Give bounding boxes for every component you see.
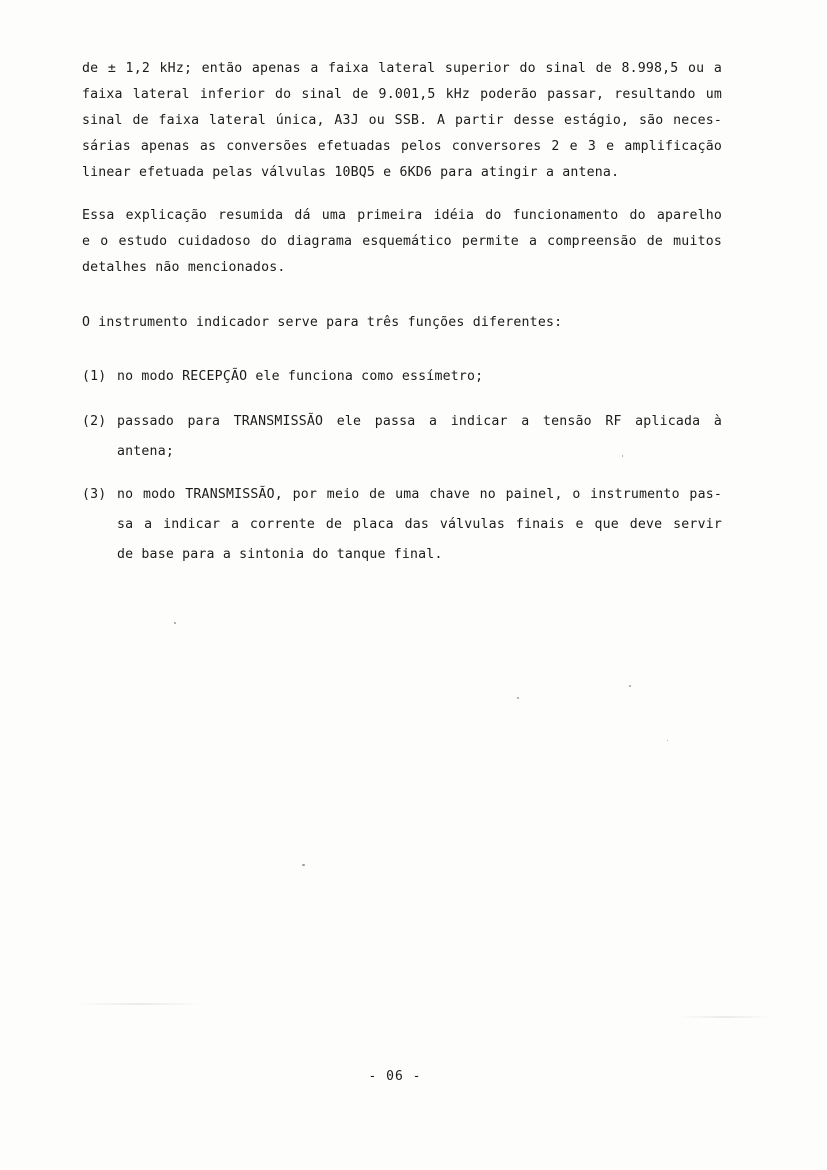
page-number: - 06 - (368, 1069, 422, 1084)
scan-speck (629, 685, 631, 687)
paragraph-continuation (82, 56, 722, 186)
list-item-line: de base para a sintonia do tanque final. (117, 547, 443, 562)
paragraph-line: linear efetuada pelas válvulas 10BQ5 e 6KD6 para atingir a antena. (82, 165, 620, 180)
paragraph-line: Essa explicação resumida dá uma primeira idéia do funcionamento do aparelho (82, 208, 722, 223)
scan-speck (622, 455, 623, 457)
paragraph-line: O instrumento indicador serve para três funções diferentes: (82, 315, 563, 330)
paragraph-line: de ± 1,2 kHz; então apenas a faixa lateral superior do sinal de 8.998,5 ou a (82, 61, 722, 76)
list-item-number: (3) (82, 487, 107, 502)
list-item (82, 362, 722, 392)
scan-smudge (680, 1016, 770, 1018)
paragraph-line: detalhes não mencionados. (82, 260, 286, 275)
scan-speck (517, 697, 519, 699)
list-item (82, 407, 722, 467)
list-item (82, 480, 722, 570)
list-item-number: (2) (82, 414, 107, 429)
scan-smudge (80, 1003, 200, 1005)
scan-speck (174, 622, 176, 624)
list-item-line: passado para TRANSMISSÃO ele passa a indicar a tensão RF aplicada à (117, 414, 722, 429)
list-item-line: no modo RECEPÇÃO ele funciona como essímetro; (117, 369, 484, 384)
paragraph-line: e o estudo cuidadoso do diagrama esquemático permite a compreensão de muitos (82, 234, 722, 249)
scan-speck (667, 740, 668, 741)
paragraph-line: sárias apenas as conversões efetuadas pelos conversores 2 e 3 e amplificação (82, 139, 722, 154)
paragraph-instrument-intro (82, 310, 722, 336)
paragraph-explanation (82, 203, 722, 281)
list-item-line: antena; (117, 444, 174, 459)
list-item-line: sa a indicar a corrente de placa das válvulas finais e que deve servir (117, 517, 722, 532)
list-item-body (117, 407, 722, 467)
list-item-number: (1) (82, 369, 107, 384)
list-item-body (117, 362, 722, 392)
paragraph-line: sinal de faixa lateral única, A3J ou SSB. A partir desse estágio, são neces- (82, 113, 722, 128)
paragraph-line: faixa lateral inferior do sinal de 9.001,5 kHz poderão passar, resultando um (82, 87, 722, 102)
list-item-line: no modo TRANSMISSÃO, por meio de uma chave no painel, o instrumento pas- (117, 487, 722, 502)
list-item-body (117, 480, 722, 570)
scan-speck (302, 864, 305, 866)
